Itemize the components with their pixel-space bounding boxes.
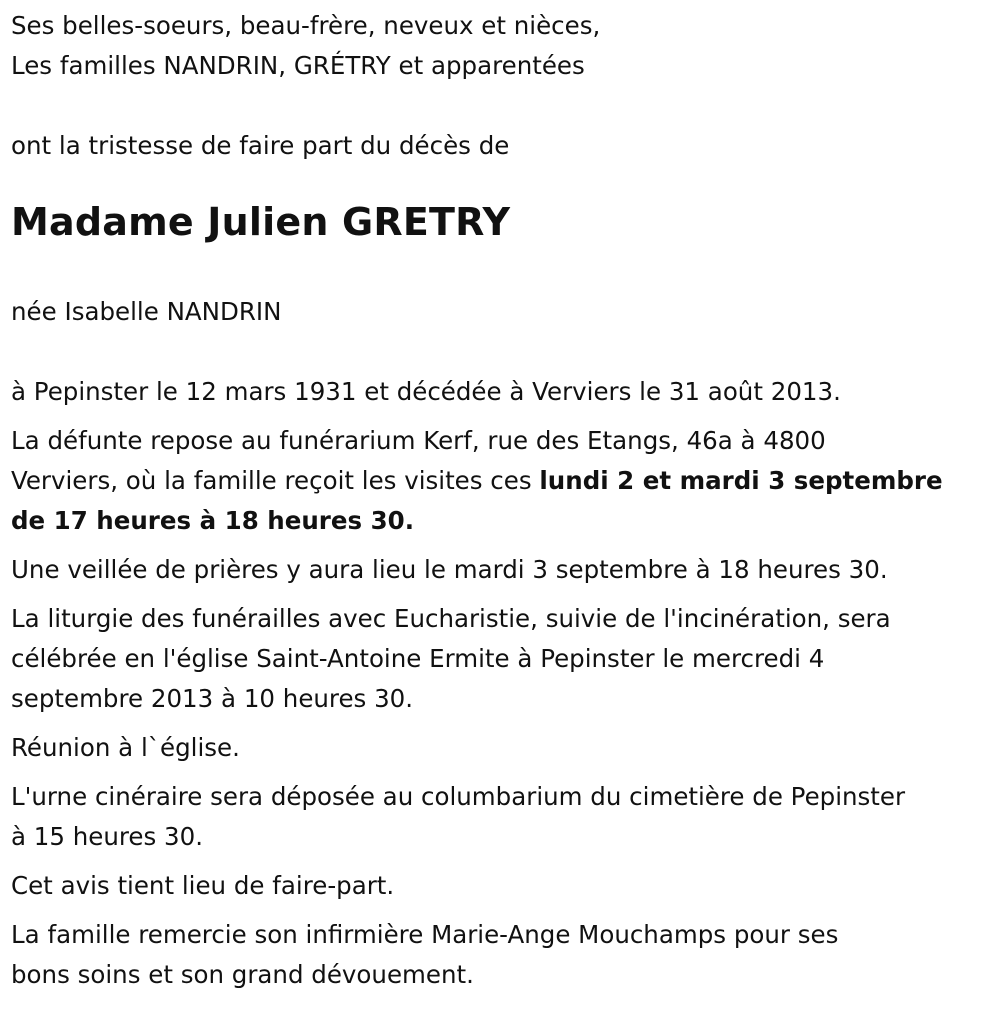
wake-line-text: Verviers, où la famille reçoit les visites ces [11, 466, 540, 495]
deceased-name: Madame Julien GRETRY [11, 200, 511, 244]
birth-death-dates: à Pepinster le 12 mars 1931 et décédée à Verviers le 31 août 2013. [11, 377, 841, 406]
wake-line [11, 461, 990, 501]
urn-paragraph [11, 777, 990, 857]
family-line: Les familles NANDRIN, GRÉTRY et apparentées [11, 51, 585, 80]
wake-line: La défunte repose au funérarium Kerf, rue des Etangs, 46a à 4800 [11, 426, 826, 455]
family-list [11, 6, 990, 86]
wake-dates: lundi 2 et mardi 3 septembre [539, 466, 943, 495]
death-notice [0, 6, 1000, 1021]
announcement-text: ont la tristesse de faire part du décès de [11, 131, 510, 160]
liturgy-line: septembre 2013 à 10 heures 30. [11, 684, 414, 713]
liturgy-paragraph [11, 599, 990, 719]
thanks-paragraph [11, 915, 990, 995]
thanks-line: bons soins et son grand dévouement. [11, 960, 474, 989]
urn-line: à 15 heures 30. [11, 822, 204, 851]
family-line: Ses belles-soeurs, beau-frère, neveux et nièces, [11, 11, 601, 40]
wake-hours: de 17 heures à 18 heures 30. [11, 506, 415, 535]
spacer [11, 86, 990, 126]
liturgy-line: La liturgie des funérailles avec Eucharistie, suivie de l'incinération, sera [11, 604, 891, 633]
liturgy-line: célébrée en l'église Saint-Antoine Ermite à Pepinster le mercredi 4 [11, 644, 825, 673]
wake-paragraph [11, 421, 990, 541]
meeting-text: Réunion à l`église. [11, 733, 240, 762]
maiden-name: née Isabelle NANDRIN [11, 297, 282, 326]
notice-statement: Cet avis tient lieu de faire-part. [11, 871, 395, 900]
vigil-text: Une veillée de prières y aura lieu le mardi 3 septembre à 18 heures 30. [11, 555, 888, 584]
thanks-line: La famille remercie son infirmière Marie-Ange Mouchamps pour ses [11, 920, 839, 949]
urn-line: L'urne cinéraire sera déposée au columbarium du cimetière de Pepinster [11, 782, 906, 811]
